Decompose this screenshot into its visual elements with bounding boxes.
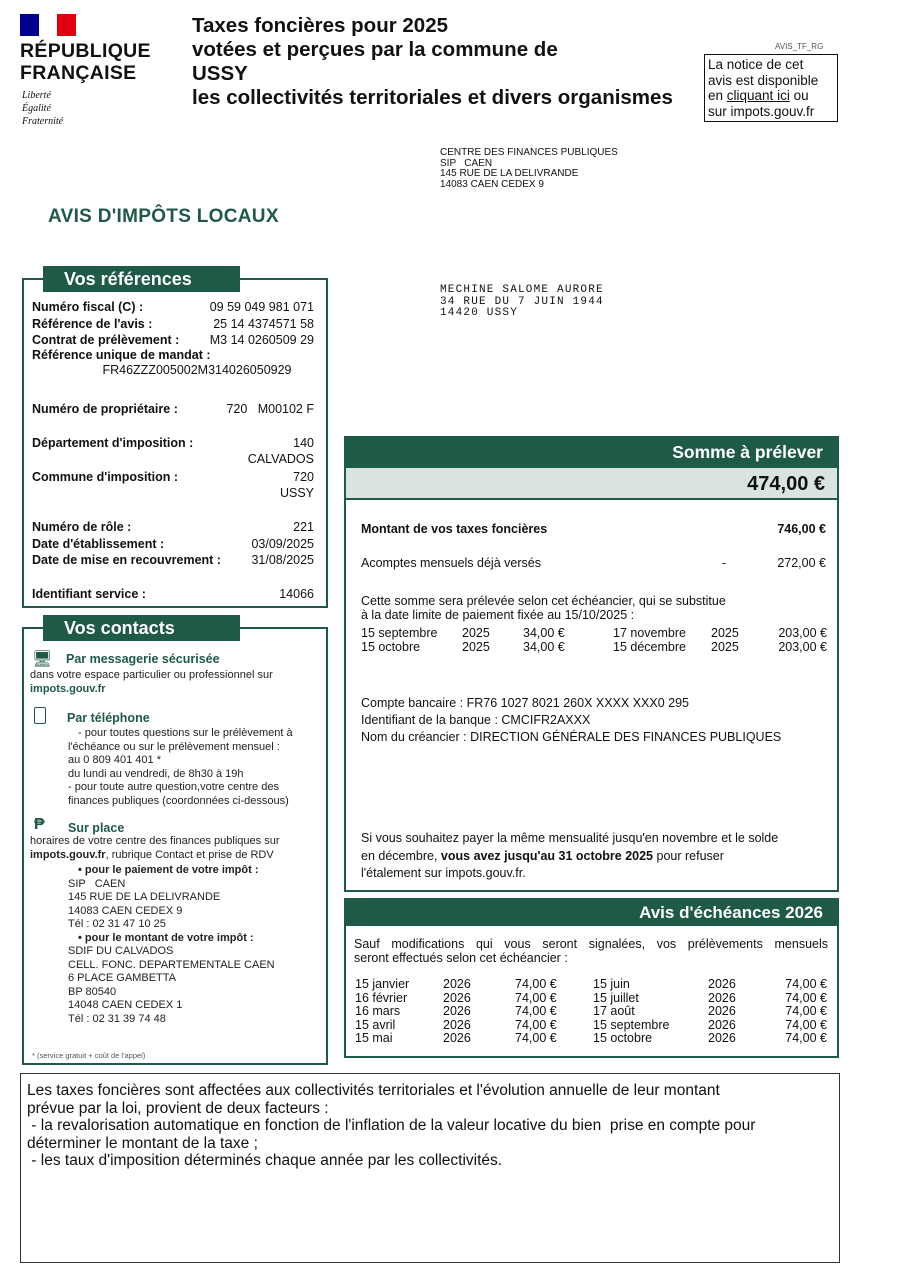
flag-blue-stripe: [20, 14, 39, 36]
montant-value: 746,00 €: [777, 522, 826, 536]
ref-label: Date d'établissement :: [32, 537, 165, 551]
ech-amount: 74,00 €: [785, 1017, 827, 1032]
motto-line: Liberté: [22, 90, 51, 101]
schedule-amount: 34,00 €: [523, 640, 565, 654]
note-deadline: vous avez jusqu'au 31 octobre 2025: [440, 848, 654, 863]
acomptes-label: Acomptes mensuels déjà versés: [361, 556, 541, 570]
ref-value: 03/09/2025: [251, 537, 314, 551]
echeancier-line: à la date limite de paiement fixée au 15/10/2025 :: [361, 608, 635, 622]
notice-link[interactable]: cliquant ici: [726, 88, 790, 103]
info-line: - la revalorisation automatique en fonction de l'inflation de la valeur locative du bien prise en compte pour: [27, 1117, 756, 1134]
ech-month: 15 juillet: [593, 990, 639, 1005]
header-line: Taxes foncières pour 2025: [192, 14, 448, 37]
schedule-amount: 203,00 €: [778, 640, 827, 654]
contact-text: horaires de votre centre des finances publiques sur: [30, 835, 280, 847]
address-line: MECHINE SALOME AURORE: [440, 284, 604, 296]
schedule-amount: 34,00 €: [523, 626, 565, 640]
contact-heading-row: [30, 651, 324, 667]
republique-francaise-title: [20, 40, 151, 84]
impots-gouv-link[interactable]: impots.gouv.fr: [30, 848, 106, 861]
address-line: SIP CAEN: [68, 877, 126, 890]
flag-red-stripe: [57, 14, 76, 36]
telephone-details: [30, 727, 324, 808]
ref-value: 720 M00102 F: [226, 402, 314, 416]
tax-info-box: [20, 1073, 840, 1263]
ref-value: FR46ZZZ005002M314026050929: [102, 363, 292, 377]
echeancier-text: [361, 594, 726, 622]
schedule-month: 15 décembre: [613, 640, 686, 654]
french-flag-logo: [20, 14, 76, 36]
address-line: 6 PLACE GAMBETTA: [68, 972, 176, 984]
logo-title-line: RÉPUBLIQUE: [20, 40, 151, 62]
ech-amount: 74,00 €: [785, 977, 827, 991]
references-title: Vos références: [43, 266, 240, 292]
phone-icon: [34, 707, 46, 724]
info-line: prévue par la loi, provient de deux facteurs :: [27, 1099, 329, 1117]
header-line: les collectivités territoriales et divers organismes: [192, 86, 673, 109]
notice-line: La notice de cet: [708, 57, 804, 72]
bank-id: Identifiant de la banque : CMCIFR2AXXX: [361, 713, 591, 727]
schedule-year: 2025: [462, 626, 490, 640]
info-line: - les taux d'imposition déterminés chaque année par les collectivités.: [27, 1152, 503, 1169]
ech-year: 2026: [443, 977, 471, 991]
contact-text: du lundi au vendredi, de 8h30 à 19h: [68, 767, 244, 780]
ech-month: 15 avril: [355, 1017, 396, 1032]
intro-line: seront effectués selon cet échéancier :: [354, 951, 568, 965]
ref-value: 140: [293, 436, 314, 450]
creditor-name: Nom du créancier : DIRECTION GÉNÉRALE DES FINANCES PUBLIQUES: [361, 730, 782, 744]
contact-text: l'échéance ou sur le prélèvement mensuel :: [68, 740, 280, 753]
ech-month: 15 mai: [355, 1031, 393, 1045]
contact-sur-place: [30, 817, 324, 1026]
address-line: 14048 CAEN CEDEX 1: [68, 999, 183, 1011]
contact-text: finances publiques (coordonnées ci-dessous): [68, 794, 289, 807]
impots-gouv-link[interactable]: impots.gouv.fr: [30, 682, 106, 695]
ref-label: Référence unique de mandat :: [32, 348, 211, 362]
contact-heading: Par messagerie sécurisée: [66, 652, 220, 666]
contact-text: , rubrique Contact et prise de RDV: [105, 848, 274, 861]
note-text: en décembre,: [361, 848, 441, 863]
info-line: Les taxes foncières sont affectées aux collectivités territoriales et l'évolution annuelle de leur montant: [27, 1082, 720, 1099]
echeances-schedule: [355, 977, 827, 1049]
ref-label: Commune d'imposition :: [32, 470, 179, 484]
address-line: 14420 USSY: [440, 307, 519, 319]
ref-value: 25 14 4374571 58: [213, 317, 314, 331]
motto-line: Fraternité: [22, 116, 64, 127]
address-line: Tél : 02 31 39 74 48: [68, 1012, 166, 1025]
motto-line: Égalité: [22, 103, 51, 114]
bank-account: Compte bancaire : FR76 1027 8021 260X XXXX XXX0 295: [361, 696, 689, 710]
ref-value: M3 14 0260509 29: [209, 333, 314, 347]
ech-month: 16 mars: [355, 1004, 401, 1018]
ech-year: 2026: [708, 1031, 736, 1045]
finance-centre-address: [440, 148, 618, 190]
ech-month: 15 janvier: [355, 977, 410, 991]
schedule-year: 2025: [711, 640, 739, 654]
contacts-title: Vos contacts: [43, 615, 240, 641]
computer-icon: 🖥: [32, 651, 53, 668]
address-line: 145 RUE DE LA DELIVRANDE: [440, 168, 579, 179]
address-line: SDIF DU CALVADOS: [68, 945, 174, 957]
schedule-2025: [361, 627, 827, 657]
ech-year: 2026: [443, 990, 471, 1005]
ref-label: Département d'imposition :: [32, 436, 194, 450]
contact-text: au 0 809 401 401 *: [68, 754, 161, 766]
contact-heading: Sur place: [68, 821, 125, 835]
ech-month: 15 septembre: [593, 1017, 670, 1032]
notice-text: ou: [789, 88, 809, 103]
ech-month: 15 octobre: [593, 1031, 653, 1045]
logo-title-line: FRANÇAISE: [20, 62, 137, 84]
ech-year: 2026: [443, 1017, 471, 1032]
ref-value: USSY: [279, 486, 314, 500]
document-title: AVIS D'IMPÔTS LOCAUX: [48, 206, 279, 227]
ref-label: Date de mise en recouvrement :: [32, 553, 221, 567]
paiement-address: [30, 864, 324, 1026]
ech-amount: 74,00 €: [785, 1031, 827, 1045]
contact-heading-row: [30, 817, 324, 835]
notice-line: [708, 88, 834, 104]
address-line: 14083 CAEN CEDEX 9: [440, 178, 544, 190]
ref-label: Identifiant service :: [32, 587, 146, 601]
montant-label: Montant de vos taxes foncières: [361, 522, 548, 536]
ech-year: 2026: [708, 1017, 736, 1032]
ref-label: Numéro de propriétaire :: [32, 402, 178, 416]
ech-amount: 74,00 €: [515, 1031, 557, 1045]
ref-value: 14066: [279, 587, 314, 601]
ech-year: 2026: [708, 990, 736, 1005]
contacts-footnote: * (service gratuit + coût de l'appel): [32, 1051, 146, 1060]
ref-label: Contrat de prélèvement :: [32, 333, 180, 347]
bank-details: [361, 695, 781, 746]
recipient-address: [440, 285, 604, 320]
ech-amount: 74,00 €: [515, 977, 557, 991]
contact-heading-row: [30, 707, 324, 725]
schedule-amount: 203,00 €: [778, 626, 827, 640]
echeances-title: Avis d'échéances 2026: [346, 900, 837, 926]
document-header: [192, 14, 673, 110]
ech-amount: 74,00 €: [515, 1004, 557, 1018]
contact-subheading: • pour le montant de votre impôt :: [78, 931, 254, 944]
ref-label: Référence de l'avis :: [32, 317, 153, 331]
notice-box: [704, 54, 838, 122]
info-line: déterminer le montant de la taxe ;: [27, 1134, 258, 1152]
ref-value: 09 59 049 981 071: [209, 300, 314, 314]
contact-text: - pour toute autre question,votre centre des: [68, 781, 279, 793]
form-code: AVIS_TF_RG: [775, 42, 824, 51]
refusal-note: [361, 830, 831, 883]
schedule-month: 15 octobre: [361, 640, 421, 654]
schedule-month: 17 novembre: [613, 626, 686, 640]
note-line: Si vous souhaitez payer la même mensualité jusqu'en novembre et le solde: [361, 831, 779, 845]
address-line: SIP CAEN: [440, 157, 493, 169]
somme-title: Somme à prélever: [346, 438, 837, 466]
contact-text-row: [30, 849, 324, 863]
ref-value: CALVADOS: [247, 452, 314, 466]
ech-year: 2026: [708, 1004, 736, 1018]
address-line: 34 RUE DU 7 JUIN 1944: [440, 295, 604, 308]
note-line: l'étalement sur impots.gouv.fr.: [361, 866, 526, 880]
ref-label: Numéro fiscal (C) :: [32, 300, 144, 314]
ech-month: 16 février: [355, 990, 408, 1005]
somme-amount: 474,00 €: [346, 466, 837, 500]
contact-text: dans votre espace particulier ou professionnel sur: [30, 669, 273, 681]
republic-motto: [22, 89, 63, 128]
acomptes-value: 272,00 €: [777, 556, 826, 570]
ref-label: Numéro de rôle :: [32, 520, 132, 534]
notice-text: en: [708, 88, 727, 103]
flag-white-stripe: [39, 14, 58, 36]
echeancier-line: Cette somme sera prélevée selon cet échéancier, qui se substitue: [361, 594, 726, 608]
address-line: Tél : 02 31 47 10 25: [68, 918, 166, 930]
notice-line: sur impots.gouv.fr: [708, 103, 815, 119]
ech-year: 2026: [443, 1031, 471, 1045]
ech-year: 2026: [443, 1004, 471, 1018]
acomptes-dash: -: [722, 556, 727, 570]
echeances-intro: [354, 937, 828, 965]
contact-messagerie: [30, 651, 324, 696]
contact-subheading: • pour le paiement de votre impôt :: [78, 864, 259, 876]
ech-month: 15 juin: [593, 977, 630, 991]
note-text: pour refuser: [653, 848, 724, 863]
ech-amount: 74,00 €: [515, 1017, 557, 1032]
schedule-month: 15 septembre: [361, 626, 438, 640]
contact-telephone: [30, 707, 324, 808]
address-line: 145 RUE DE LA DELIVRANDE: [68, 891, 221, 903]
ref-value: 31/08/2025: [251, 553, 314, 567]
intro-line: Sauf modifications qui vous seront signalées, vos prélèvements mensuels: [354, 937, 828, 951]
contact-heading: Par téléphone: [67, 711, 150, 725]
ech-amount: 74,00 €: [785, 990, 827, 1005]
ref-value: 221: [293, 520, 314, 534]
building-icon: ₱: [34, 816, 45, 833]
ech-year: 2026: [708, 977, 736, 991]
schedule-year: 2025: [462, 640, 490, 654]
header-line: USSY: [192, 62, 248, 85]
address-line: BP 80540: [68, 985, 117, 998]
somme-box: [344, 436, 839, 892]
ech-month: 17 août: [593, 1004, 635, 1018]
address-line: 14083 CAEN CEDEX 9: [68, 904, 183, 917]
header-line: votées et perçues par la commune de: [192, 38, 558, 61]
notice-line: avis est disponible: [708, 72, 819, 88]
address-line: CELL. FONC. DEPARTEMENTALE CAEN: [68, 958, 275, 971]
address-line: CENTRE DES FINANCES PUBLIQUES: [440, 147, 618, 158]
schedule-year: 2025: [711, 626, 739, 640]
contact-text: - pour toutes questions sur le prélèvement à: [78, 727, 293, 739]
note-line: [361, 848, 831, 866]
ech-amount: 74,00 €: [515, 990, 557, 1005]
ech-amount: 74,00 €: [785, 1004, 827, 1018]
ref-value: 720: [293, 470, 314, 484]
